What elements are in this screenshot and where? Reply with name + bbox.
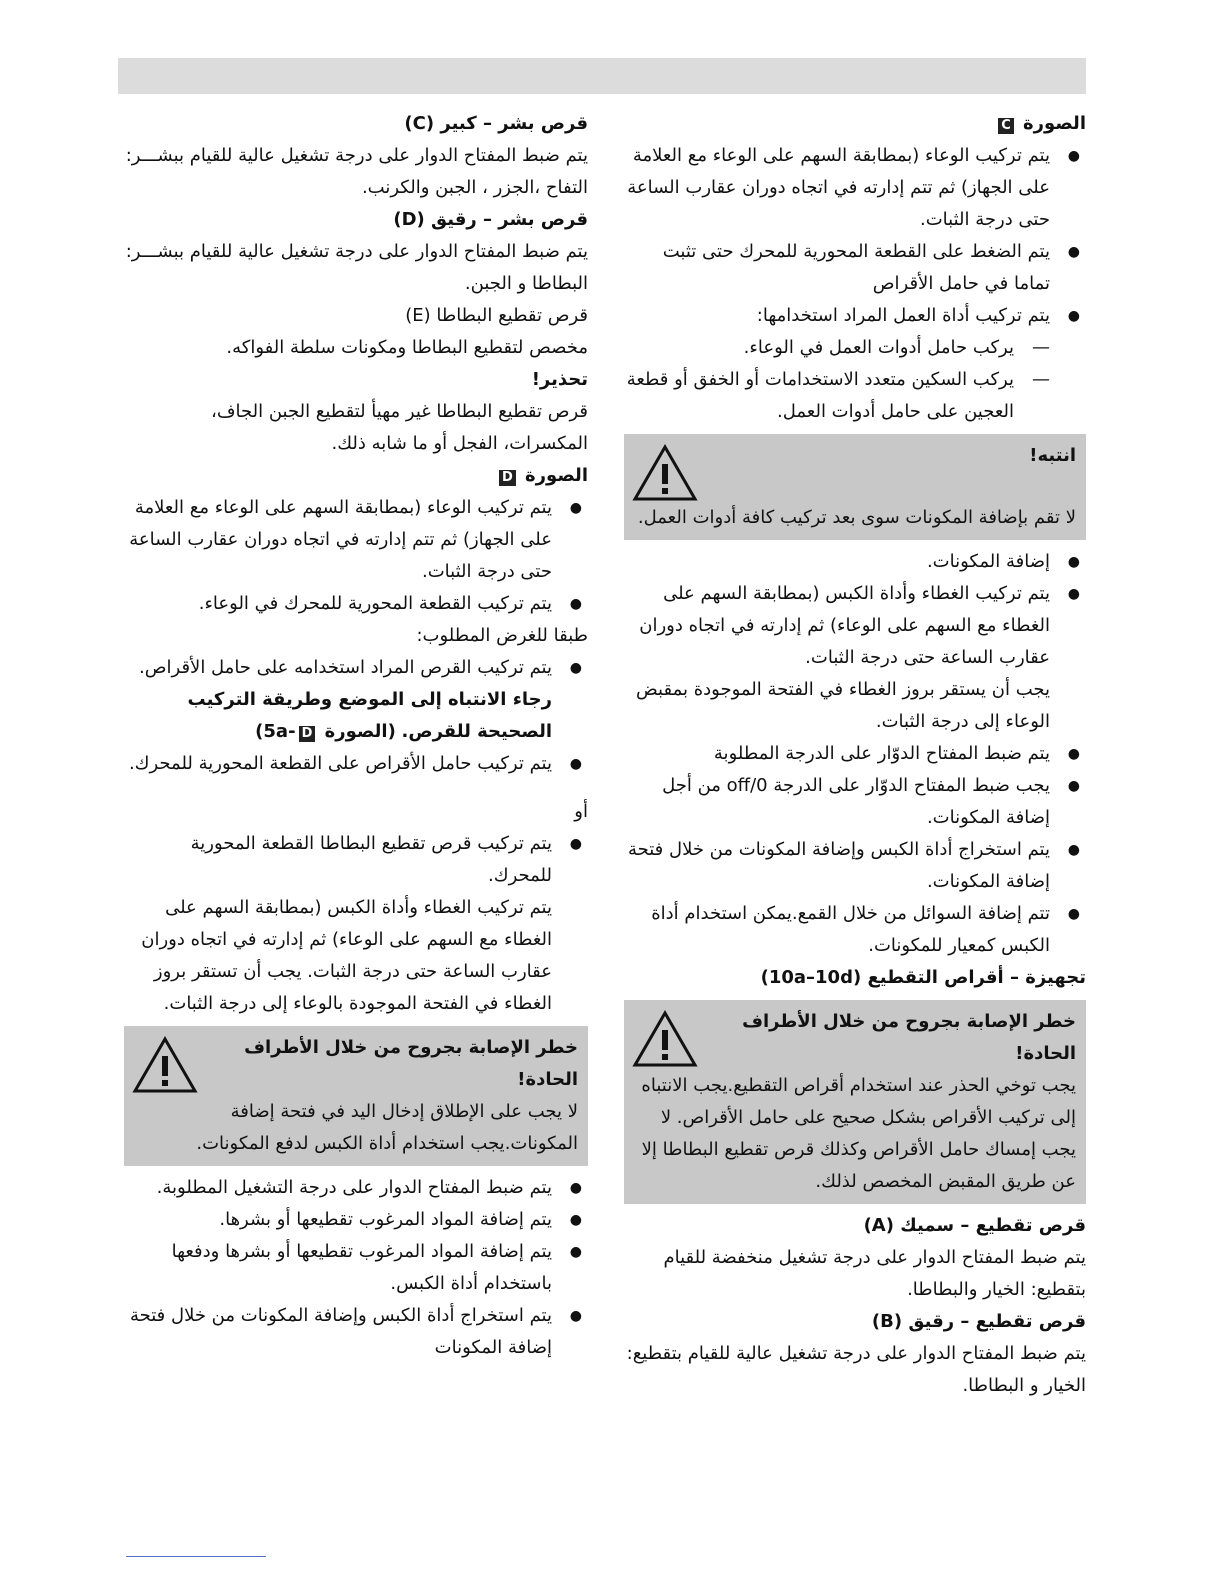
- disc-a-title: قرص تقطيع – سميك (A): [863, 1215, 1086, 1236]
- attention-box: [624, 434, 1086, 540]
- danger-box-head: [632, 1006, 1076, 1070]
- disc-d-text: يتم ضبط المفتاح الدوار على درجة تشغيل عالية للقيام ببشـــر: البطاطا و الجبن.: [125, 241, 588, 294]
- list-item: ● يتم إضافة المواد المرغوب تقطيعها أو بشرها.: [124, 1204, 588, 1236]
- disc-c-text: يتم ضبط المفتاح الدوار على درجة تشغيل عالية للقيام ببشـــر: التفاح ،الجزر ، الجبن والكرنب.: [125, 145, 588, 198]
- danger-text: لا يجب على الإطلاق إدخال اليد في فتحة إضافة المكونات.يجب استخدام أداة الكبس لدفع المكونات.: [196, 1101, 578, 1154]
- list-item: ● يتم استخراج أداة الكبس وإضافة المكونات من خلال فتحة إضافة المكونات.: [624, 834, 1086, 898]
- disc-c-title: قرص بشر – كبير (C): [404, 113, 588, 134]
- figure-d-label: الصورة: [525, 465, 588, 486]
- list-item: ● إضافة المكونات.: [624, 546, 1086, 578]
- list-item: ● يتم إضافة المواد المرغوب تقطيعها أو بشرها ودفعها باستخدام أداة الكبس.: [124, 1236, 588, 1300]
- figure-d-heading: [124, 460, 588, 492]
- caution-text: قرص تقطيع البطاطا غير مهيأ لتقطيع الجبن الجاف، المكسرات، الفجل أو ما شابه ذلك.: [211, 401, 588, 454]
- danger-box: [124, 1026, 588, 1166]
- figure-c-heading: [624, 108, 1086, 140]
- list-item: ● يتم استخراج أداة الكبس وإضافة المكونات من خلال فتحة إضافة المكونات: [124, 1300, 588, 1364]
- spacer: [124, 780, 588, 796]
- warning-triangle-icon: [632, 1010, 698, 1068]
- figure-ref-badge: D: [299, 726, 316, 742]
- dash-item: — يركب السكين متعدد الاستخدامات أو الخفق أو قطعة العجين على حامل أدوات العمل.: [624, 364, 1086, 428]
- list-item: ● يتم الضغط على القطعة المحورية للمحرك حتى تثبت تماما في حامل الأقراص: [624, 236, 1086, 300]
- list-item: ● يتم تركيب قرص تقطيع البطاطا القطعة المحورية للمحرك.: [124, 828, 588, 892]
- danger-title: خطر الإصابة بجروح من خلال الأطراف الحادة!: [244, 1037, 578, 1090]
- caution-title: تحذير!: [531, 369, 588, 390]
- danger-box: [624, 1000, 1086, 1204]
- disc-e-text: مخصص لتقطيع البطاطا ومكونات سلطة الفواكه.: [226, 337, 588, 358]
- warning-triangle-icon: [632, 444, 698, 502]
- list-item: ● يتم تركيب حامل الأقراص على القطعة المحورية للمحرك.: [124, 748, 588, 780]
- danger-box-head: [132, 1032, 578, 1096]
- list-item: ● يتم تركيب الوعاء (بمطابقة السهم على الوعاء مع العلامة على الجهاز) ثم تتم إدارته في اتجاه دوران عقارب الساعة حتى درجة الثبات.: [624, 140, 1086, 236]
- right-column: [624, 108, 1086, 1402]
- purpose-label: طبقا للغرض المطلوب:: [416, 625, 588, 646]
- list-item: ● يجب ضبط المفتاح الدوّار على الدرجة off/0 من أجل إضافة المكونات.: [624, 770, 1086, 834]
- disc-e-title: قرص تقطيع البطاطا (E): [405, 305, 588, 326]
- left-column: [124, 108, 588, 1364]
- or-label: أو: [574, 801, 588, 822]
- attention-text: لا تقم بإضافة المكونات سوى بعد تركيب كافة أدوات العمل.: [637, 507, 1076, 528]
- dash-item: — يركب حامل أدوات العمل في الوعاء.: [624, 332, 1086, 364]
- list-item-bold-note: رجاء الانتباه إلى الموضع وطريقة التركيب الصحيحة للقرص.: [187, 689, 552, 742]
- list-item-continuation: يتم تركيب الغطاء وأداة الكبس (بمطابقة السهم على الغطاء مع السهم على الوعاء) ثم إدارته في اتجاه دوران عقارب الساعة حتى درجة الثبات. يجب أن تستقر بروز الغطاء في الفتحة الموجودة بالوعاء إلى درجة الثبات.: [141, 897, 552, 1014]
- list-item: ● يتم تركيب أداة العمل المراد استخدامها:: [624, 300, 1086, 332]
- section-heading: تجهيزة – أقراص التقطيع (10a–10d): [760, 967, 1086, 988]
- list-item: ● يتم تركيب الغطاء وأداة الكبس (بمطابقة السهم على الغطاء مع السهم على الوعاء) ثم إدارته في اتجاه دوران عقارب الساعة حتى درجة الثبات.: [624, 578, 1086, 674]
- figure-c-badge: C: [998, 118, 1014, 134]
- danger-title: خطر الإصابة بجروح من خلال الأطراف الحادة!: [742, 1011, 1076, 1064]
- footer-rule: [126, 1556, 266, 1557]
- attention-title: انتبه!: [1029, 445, 1076, 466]
- disc-a-text: يتم ضبط المفتاح الدوار على درجة تشغيل منخفضة للقيام بتقطيع: الخيار والبطاطا.: [663, 1247, 1086, 1300]
- figure-d-badge: D: [499, 470, 516, 486]
- warning-triangle-icon: [132, 1036, 198, 1094]
- figure-c-label: الصورة: [1023, 113, 1086, 134]
- figure-ref: [255, 721, 396, 742]
- figure-ref-end: -5a): [255, 721, 296, 742]
- list-item: ● يتم ضبط المفتاح الدوّار على الدرجة المطلوبة: [624, 738, 1086, 770]
- list-item: ● يتم ضبط المفتاح الدوار على درجة التشغيل المطلوبة.: [124, 1172, 588, 1204]
- disc-b-title: قرص تقطيع – رقيق (B): [871, 1311, 1086, 1332]
- list-item: ● يتم تركيب الوعاء (بمطابقة السهم على الوعاء مع العلامة على الجهاز) ثم تتم إدارته في اتجاه دوران عقارب الساعة حتى درجة الثبات.: [124, 492, 588, 588]
- list-item: ● تتم إضافة السوائل من خلال القمع.يمكن استخدام أداة الكبس كمعيار للمكونات.: [624, 898, 1086, 962]
- list-item-text: يتم تركيب القرص المراد استخدامه على حامل الأقراص.: [139, 657, 552, 678]
- list-item: [124, 652, 588, 748]
- list-item-continuation: يجب أن يستقر بروز الغطاء في الفتحة الموجودة بمقبض الوعاء إلى درجة الثبات.: [635, 679, 1050, 732]
- header-bar: [118, 58, 1086, 94]
- figure-ref-label: (الصورة: [324, 721, 396, 742]
- disc-d-title: قرص بشر – رقيق (D): [393, 209, 588, 230]
- list-item: ● يتم تركيب القطعة المحورية للمحرك في الوعاء.: [124, 588, 588, 620]
- disc-b-text: يتم ضبط المفتاح الدوار على درجة تشغيل عالية للقيام بتقطيع: الخيار و البطاطا.: [626, 1343, 1086, 1396]
- danger-text: يجب توخي الحذر عند استخدام أقراص التقطيع.يجب الانتباه إلى تركيب الأقراص بشكل صحيح على حامل الأقراص. لا يجب إمساك حامل الأقراص وكذلك قرص تقطيع البطاطا إلا عن طريق المقبض المخصص لذلك.: [641, 1075, 1076, 1192]
- attention-box-head: [632, 440, 1076, 502]
